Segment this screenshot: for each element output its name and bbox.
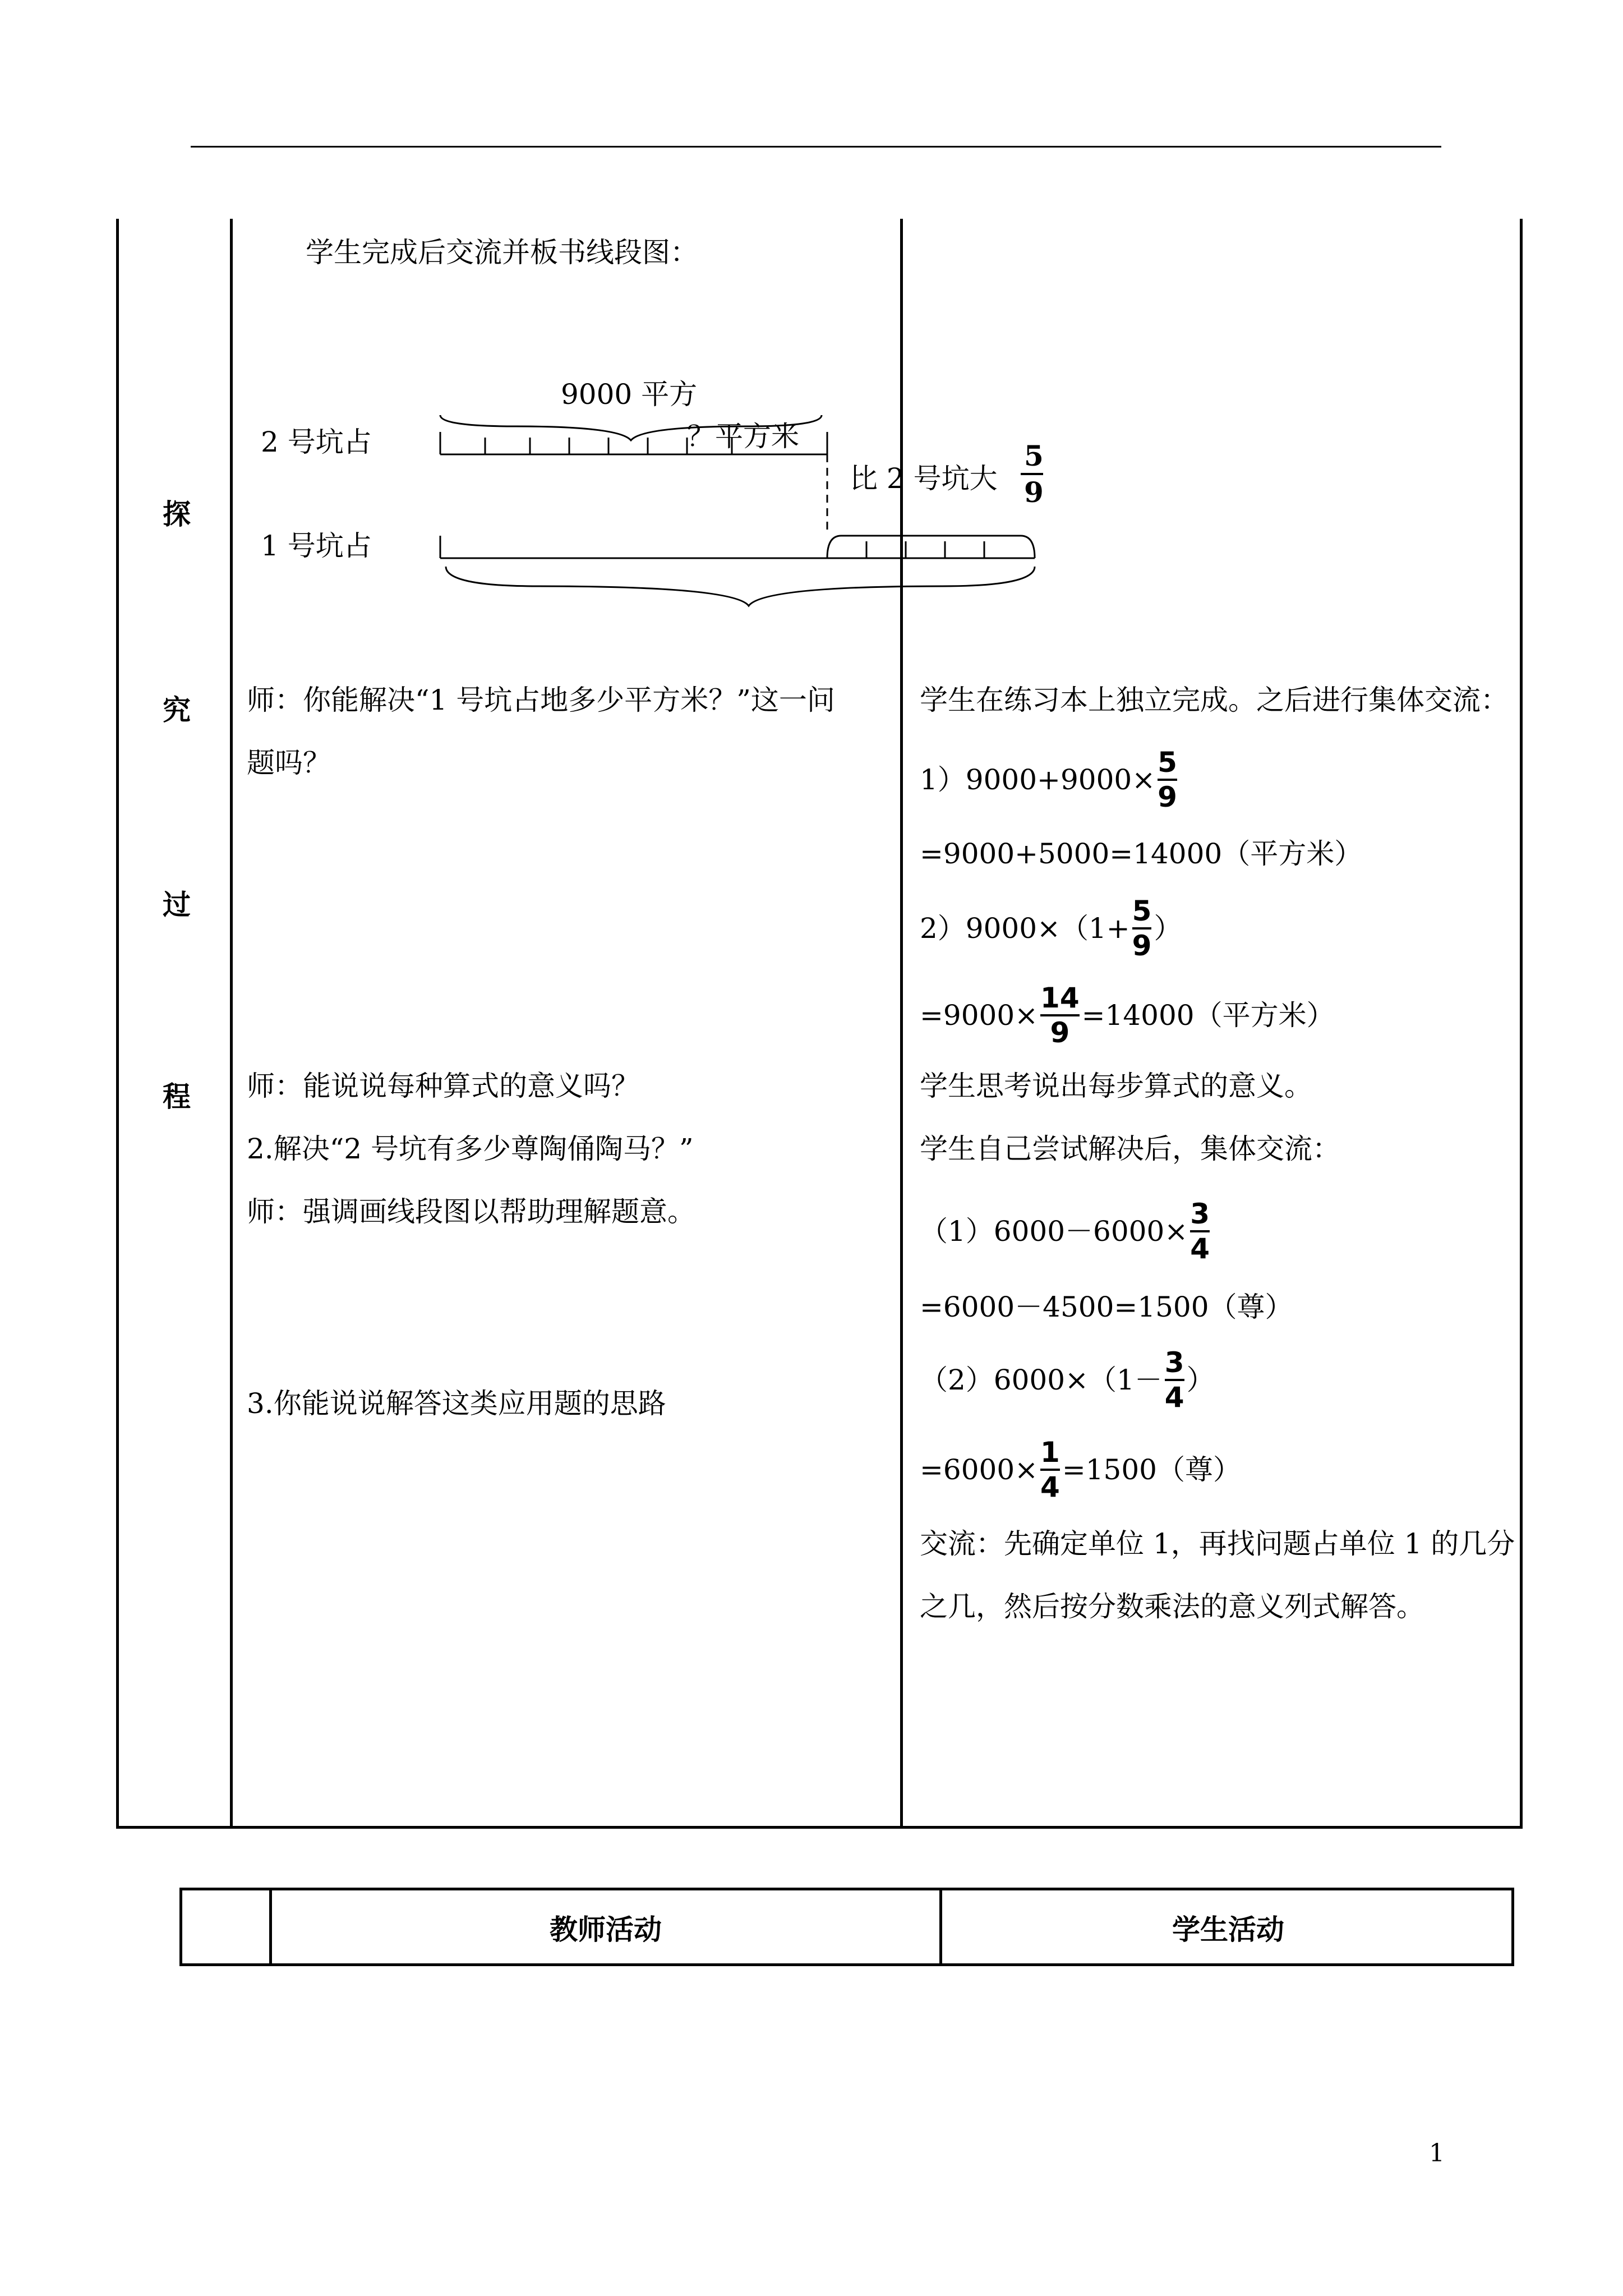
- column-header-teacher: 教师活动: [550, 1913, 662, 1946]
- diagram-intro: 学生完成后交流并板书线段图：: [306, 236, 698, 269]
- teacher-question-1b: 题吗？: [247, 747, 331, 779]
- student-line-12: 交流：先确定单位 1，再找问题占单位 1 的几分: [920, 1527, 1515, 1560]
- side-label-char: 究: [163, 693, 191, 726]
- teacher-question-2: 师：能说说每种算式的意义吗？: [247, 1070, 639, 1102]
- side-label-char: 过: [163, 888, 191, 921]
- frac-num: 5: [1024, 439, 1044, 472]
- page-number: 1: [1429, 2139, 1445, 2168]
- student-line-11: =6000× $\frac{1}{4}$ =1500（尊）: [920, 1436, 1241, 1503]
- student-line-1: 学生在练习本上独立完成。之后进行集体交流：: [920, 684, 1509, 716]
- label-unknown: ？平方米: [687, 420, 799, 453]
- label-top: 9000 平方: [561, 378, 698, 411]
- student-line-10: （2）6000×（1－ $\frac{3}{4}$ ）: [920, 1346, 1215, 1414]
- student-line-4: 2）9000×（1+ $\frac{5}{9}$ ）: [920, 895, 1182, 962]
- bottom-brace: [446, 567, 1035, 606]
- side-label-char: 探: [163, 498, 191, 531]
- student-line-6: 学生思考说出每步算式的意义。: [920, 1070, 1312, 1102]
- teacher-question-3: 2.解决“2 号坑有多少尊陶俑陶马？”: [247, 1133, 694, 1165]
- header-table: [179, 1888, 1514, 1966]
- column-header-student: 学生活动: [1172, 1913, 1284, 1946]
- student-line-9: =6000－4500=1500（尊）: [920, 1291, 1293, 1323]
- student-line-3: =9000+5000=14000（平方米）: [920, 838, 1363, 870]
- table-border-right: [1520, 219, 1523, 1829]
- teacher-question-5: 3.你能说说解答这类应用题的思路: [247, 1387, 666, 1420]
- header-rule: [191, 146, 1441, 148]
- teacher-question-1: 师：你能解决“1 号坑占地多少平方米？”这一问: [247, 684, 835, 716]
- student-line-13: 之几，然后按分数乘法的意义列式解答。: [920, 1590, 1424, 1623]
- table-divider-1: [230, 219, 233, 1829]
- label-pit1: 1 号坑占: [261, 530, 372, 562]
- table-border-bottom: [116, 1826, 1523, 1829]
- student-line-5: =9000× $\frac{14}{9}$ =14000（平方米）: [920, 982, 1335, 1049]
- student-line-7: 学生自己尝试解决后，集体交流：: [920, 1133, 1340, 1165]
- line-segment-diagram: [247, 370, 1066, 617]
- student-line-2: 1）9000+9000× $\frac{5}{9}$: [920, 746, 1177, 813]
- teacher-question-4: 师：强调画线段图以帮助理解题意。: [247, 1195, 695, 1228]
- side-label-char: 程: [163, 1080, 191, 1113]
- table-border-left: [116, 219, 119, 1829]
- label-compare: 比 2 号坑大: [850, 462, 998, 495]
- label-pit2: 2 号坑占: [261, 426, 372, 458]
- student-line-8: （1）6000－6000× $\frac{3}{4}$: [920, 1198, 1210, 1265]
- frac-den: 9: [1024, 476, 1044, 509]
